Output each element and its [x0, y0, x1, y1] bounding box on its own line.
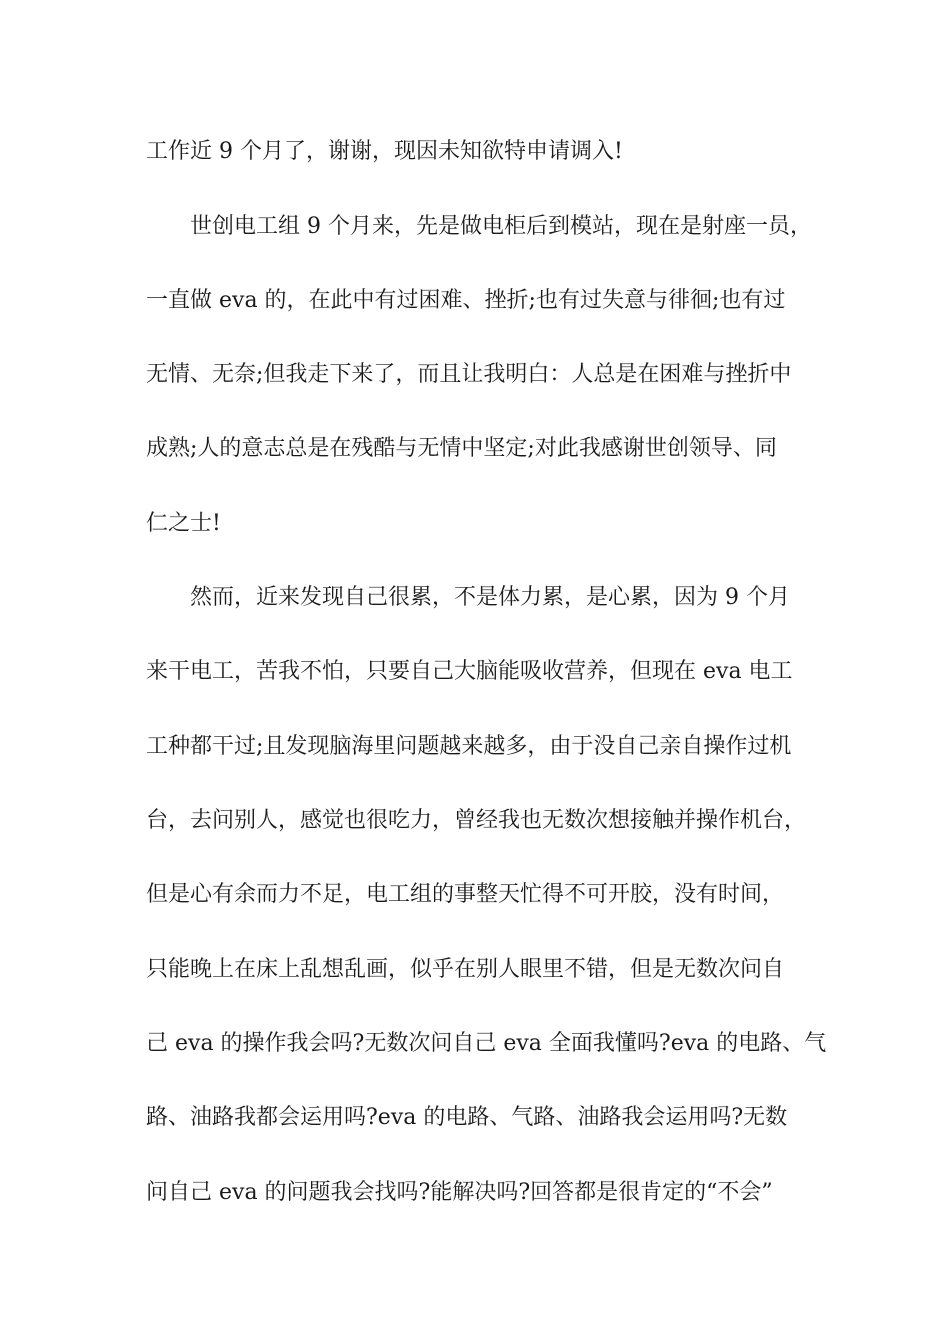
- text-line: 成熟;人的意志总是在残酷与无情中坚定;对此我感谢世创领导、同: [146, 436, 777, 461]
- paragraph-start-line: 然而，近来发现自己很累，不是体力累，是心累，因为 9 个月: [190, 585, 790, 610]
- text-line: 工作近 9 个月了，谢谢，现因未知欲特申请调入!: [146, 139, 623, 164]
- text-line: 己 eva 的操作我会吗?无数次问自己 eva 全面我懂吗?eva 的电路、气: [146, 1031, 827, 1056]
- text-line: 一直做 eva 的，在此中有过困难、挫折;也有过失意与徘徊;也有过: [146, 288, 786, 313]
- text-line: 来干电工，苦我不怕，只要自己大脑能吸收营养，但现在 eva 电工: [146, 659, 793, 684]
- text-line: 工种都干过;且发现脑海里问题越来越多，由于没自己亲自操作过机: [146, 734, 792, 759]
- text-line: 台，去问别人，感觉也很吃力，曾经我也无数次想接触并操作机台，: [146, 808, 807, 833]
- text-line: 只能晚上在床上乱想乱画，似乎在别人眼里不错，但是无数次问自: [146, 957, 785, 982]
- text-line: 路、油路我都会运用吗?eva 的电路、气路、油路我会运用吗?无数: [146, 1105, 788, 1130]
- paragraph-start-line: 世创电工组 9 个月来，先是做电柜后到模站，现在是射座一员，: [190, 214, 812, 239]
- text-line: 问自己 eva 的问题我会找吗?能解决吗?回答都是很肯定的“不会”: [146, 1180, 773, 1205]
- text-line: 但是心有余而力不足，电工组的事整天忙得不可开胶，没有时间，: [146, 882, 785, 907]
- text-line: 无情、无奈;但我走下来了，而且让我明白：人总是在困难与挫折中: [146, 362, 792, 387]
- text-line: 仁之士!: [146, 511, 221, 536]
